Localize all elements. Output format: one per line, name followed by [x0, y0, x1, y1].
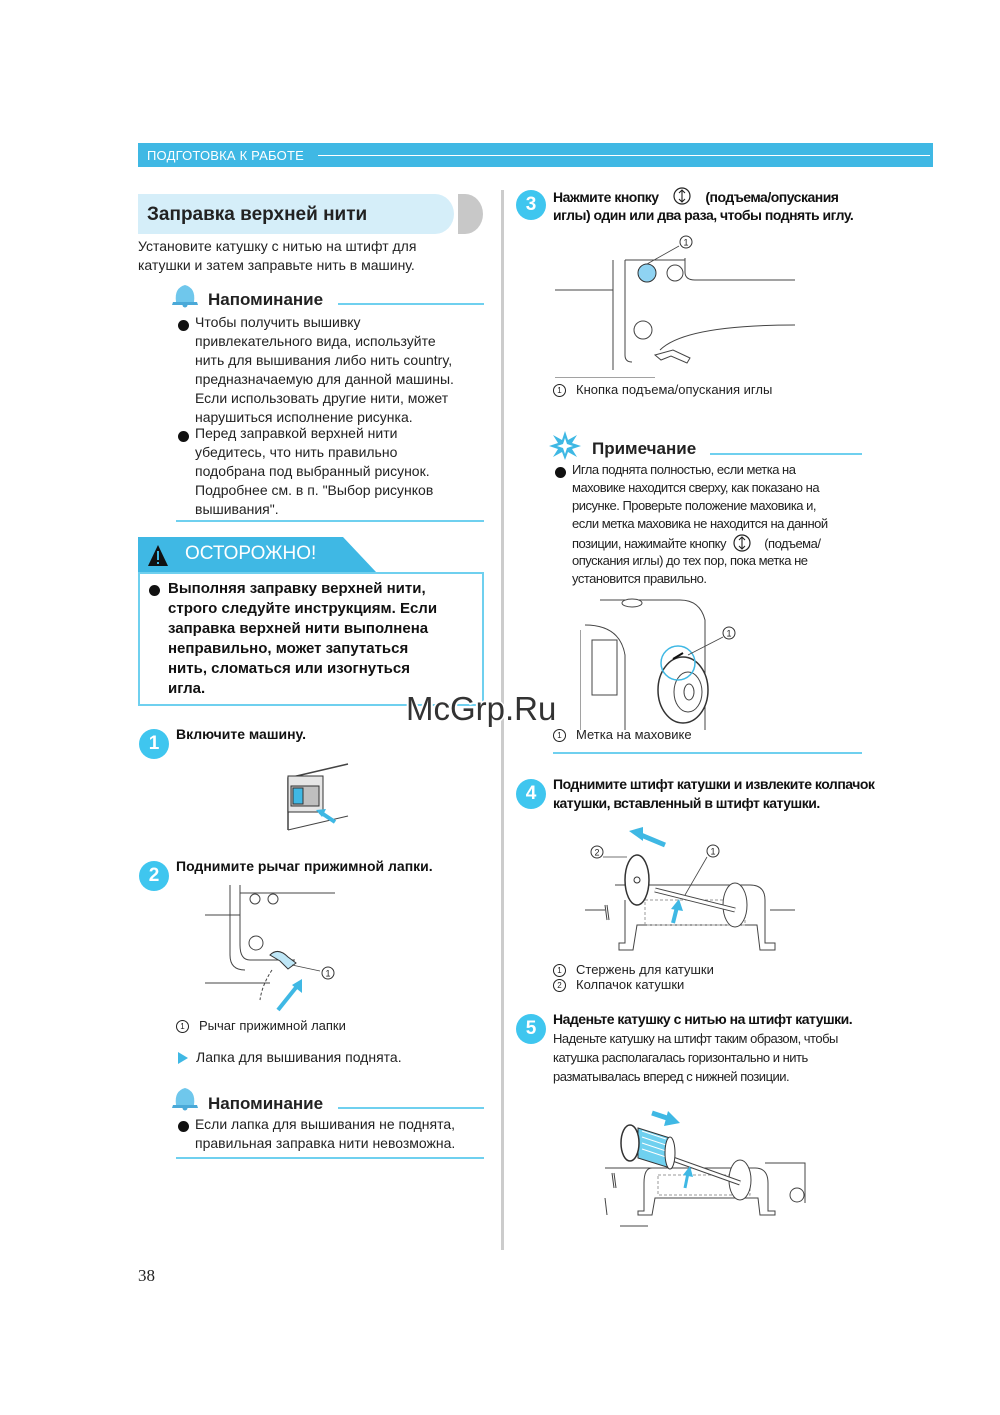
- memo1-b2-line: вышивания".: [195, 501, 279, 517]
- handwheel-illustration: [580, 595, 750, 735]
- step5-bold: Наденьте катушку с нитью на штифт катушки.: [553, 1011, 853, 1027]
- step2-caption: [176, 1018, 346, 1033]
- memo1-b2-line: Подробнее см. в п. "Выбор рисунков: [195, 482, 434, 498]
- step4-number: 4: [516, 779, 546, 809]
- marker-label: 1: [553, 729, 566, 742]
- spool-placement-illustration: [600, 1103, 810, 1235]
- note-text: [572, 461, 828, 588]
- note-caption: [553, 727, 692, 742]
- note-line: установится правильно.: [572, 571, 707, 586]
- header-rule: [318, 155, 930, 156]
- step2-result: Лапка для вышивания поднята.: [196, 1049, 402, 1065]
- step4-line: катушки, вставленный в штифт катушки.: [553, 795, 820, 811]
- memo1-b1-line: предназначаемую для данной машины.: [195, 371, 454, 387]
- page-title: Заправка верхней нити: [147, 204, 368, 225]
- caution-line: неправильно, может запутаться: [168, 640, 409, 657]
- step3-line1-b: (подъема/опускания: [705, 189, 839, 205]
- note-line: рисунке. Проверьте положение маховика и,: [572, 498, 817, 513]
- marker-label: 1: [325, 968, 331, 979]
- section-header-title: ПОДГОТОВКА К РАБОТЕ: [147, 148, 304, 163]
- memo2-bullet1: [195, 1115, 455, 1153]
- page-number: 38: [138, 1266, 155, 1285]
- step5-text: [553, 1029, 838, 1086]
- needle-position-icon: [732, 533, 752, 553]
- note-line: Игла поднята полностью, если метка на: [572, 462, 796, 477]
- note-line: если метка маховика не находится на данной: [572, 516, 828, 531]
- spool-cap-illustration: [585, 825, 800, 957]
- note-line: [572, 533, 828, 552]
- step5-line: Наденьте катушку на штифт таким образом, чтобы: [553, 1031, 838, 1046]
- watermark: McGrp.Ru: [406, 690, 557, 727]
- step3-caption: [553, 382, 772, 397]
- memo1-b1-line: нарушиться исполнение рисунка.: [195, 409, 413, 425]
- note-title-rule: [710, 453, 862, 455]
- step3-line1: [553, 186, 838, 207]
- note-line5-b: (подъема/: [764, 536, 821, 551]
- step4-line: Поднимите штифт катушки и извлеките колпачок: [553, 776, 875, 792]
- needle-position-icon: [672, 186, 692, 206]
- marker-label: 2: [553, 979, 566, 992]
- caution-text: [168, 579, 437, 699]
- intro-line: катушки и затем заправьте нить в машину.: [138, 257, 415, 273]
- step2-text: Поднимите рычаг прижимной лапки.: [176, 858, 433, 874]
- presser-foot-lever-illustration: [200, 885, 340, 1015]
- memo2-bullet-dot: [178, 1119, 190, 1131]
- power-switch-illustration: [280, 760, 350, 832]
- marker-label: 1: [176, 1020, 189, 1033]
- note-bullet-dot: [555, 465, 566, 483]
- step3-caption-text: Кнопка подъема/опускания иглы: [576, 382, 773, 397]
- marker-label: 1: [710, 846, 716, 857]
- memo1-b2-line: убедитесь, что нить правильно: [195, 444, 398, 460]
- caution-line: Выполняя заправку верхней нити,: [168, 580, 426, 597]
- step2-caption-text: Рычаг прижимной лапки: [199, 1018, 346, 1033]
- memo2-line: правильная заправка нити невозможна.: [195, 1135, 456, 1151]
- step3-number: 3: [516, 190, 546, 220]
- memo1-b1-line: Чтобы получить вышивку: [195, 314, 361, 330]
- step5-number: 5: [516, 1014, 546, 1044]
- marker-label: 1: [726, 628, 732, 639]
- memo2-line: Если лапка для вышивания не поднята,: [195, 1116, 456, 1132]
- memo2-title-rule: [338, 1107, 484, 1109]
- caution-bullet-dot: [149, 583, 160, 601]
- memo2-title: Напоминание: [208, 1094, 324, 1113]
- note-bottom-rule: [553, 752, 862, 754]
- result-arrow-icon: [178, 1052, 188, 1064]
- memo1-b2-line: Перед заправкой верхней нити: [195, 425, 398, 441]
- caution-line: строго следуйте инструкциям. Если: [168, 600, 438, 617]
- caution-line: нить, сломаться или изогнуться: [168, 660, 410, 677]
- step5-line: катушка располагалась горизонтально и нить: [553, 1050, 808, 1065]
- note-line: маховике находится сверху, как показано на: [572, 480, 820, 495]
- caution-line: заправка верхней нити выполнена: [168, 620, 429, 637]
- step4-caption1-text: Стержень для катушки: [576, 962, 714, 977]
- memo1-title-rule: [338, 303, 484, 305]
- memo1-b2-line: подобрана под выбранный рисунок.: [195, 463, 430, 479]
- marker-label: 2: [594, 847, 600, 858]
- memo1-bullet1-dot: [178, 318, 190, 330]
- memo1-title: Напоминание: [208, 290, 324, 309]
- step4-caption1: [553, 962, 714, 977]
- needle-button-illustration: [555, 230, 800, 378]
- note-title: Примечание: [592, 439, 697, 458]
- marker-label: 1: [553, 964, 566, 977]
- memo1-b1-line: нить для вышивания либо нить country,: [195, 352, 453, 368]
- caution-title: ОСТОРОЖНО!: [185, 543, 317, 564]
- note-burst-icon: [548, 430, 582, 460]
- memo1-bullet2-dot: [178, 429, 190, 441]
- memo1-bottom-rule: [176, 520, 484, 522]
- bell-icon: [170, 280, 200, 308]
- marker-label: 1: [683, 237, 689, 248]
- note-line5-a: позиции, нажимайте кнопку: [572, 536, 726, 551]
- step3-line2: иглы) один или два раза, чтобы поднять иглу.: [553, 207, 854, 223]
- intro-line: Установите катушку с нитью на штифт для: [138, 238, 417, 254]
- step1-text: Включите машину.: [176, 726, 307, 742]
- memo1-bullet1: [195, 313, 454, 427]
- memo1-b1-line: Если использовать другие нити, может: [195, 390, 449, 406]
- caution-line: игла.: [168, 680, 206, 697]
- note-line: опускания иглы) до тех пор, пока метка не: [572, 553, 808, 568]
- step5-line: разматывалась вперед с нижней позиции.: [553, 1069, 790, 1084]
- memo2-bottom-rule: [176, 1157, 484, 1159]
- bell-icon: [170, 1083, 200, 1111]
- step2-number: 2: [139, 861, 169, 891]
- step1-number: 1: [139, 729, 169, 759]
- step4-caption2: [553, 977, 684, 992]
- note-caption-text: Метка на маховике: [576, 727, 692, 742]
- intro-text: [138, 237, 416, 275]
- step4-text: [553, 775, 874, 813]
- marker-label: 1: [553, 384, 566, 397]
- memo1-b1-line: привлекательного вида, используйте: [195, 333, 436, 349]
- step4-caption2-text: Колпачок катушки: [576, 977, 685, 992]
- memo1-bullet2: [195, 424, 433, 519]
- step3-line1-a: Нажмите кнопку: [553, 189, 659, 205]
